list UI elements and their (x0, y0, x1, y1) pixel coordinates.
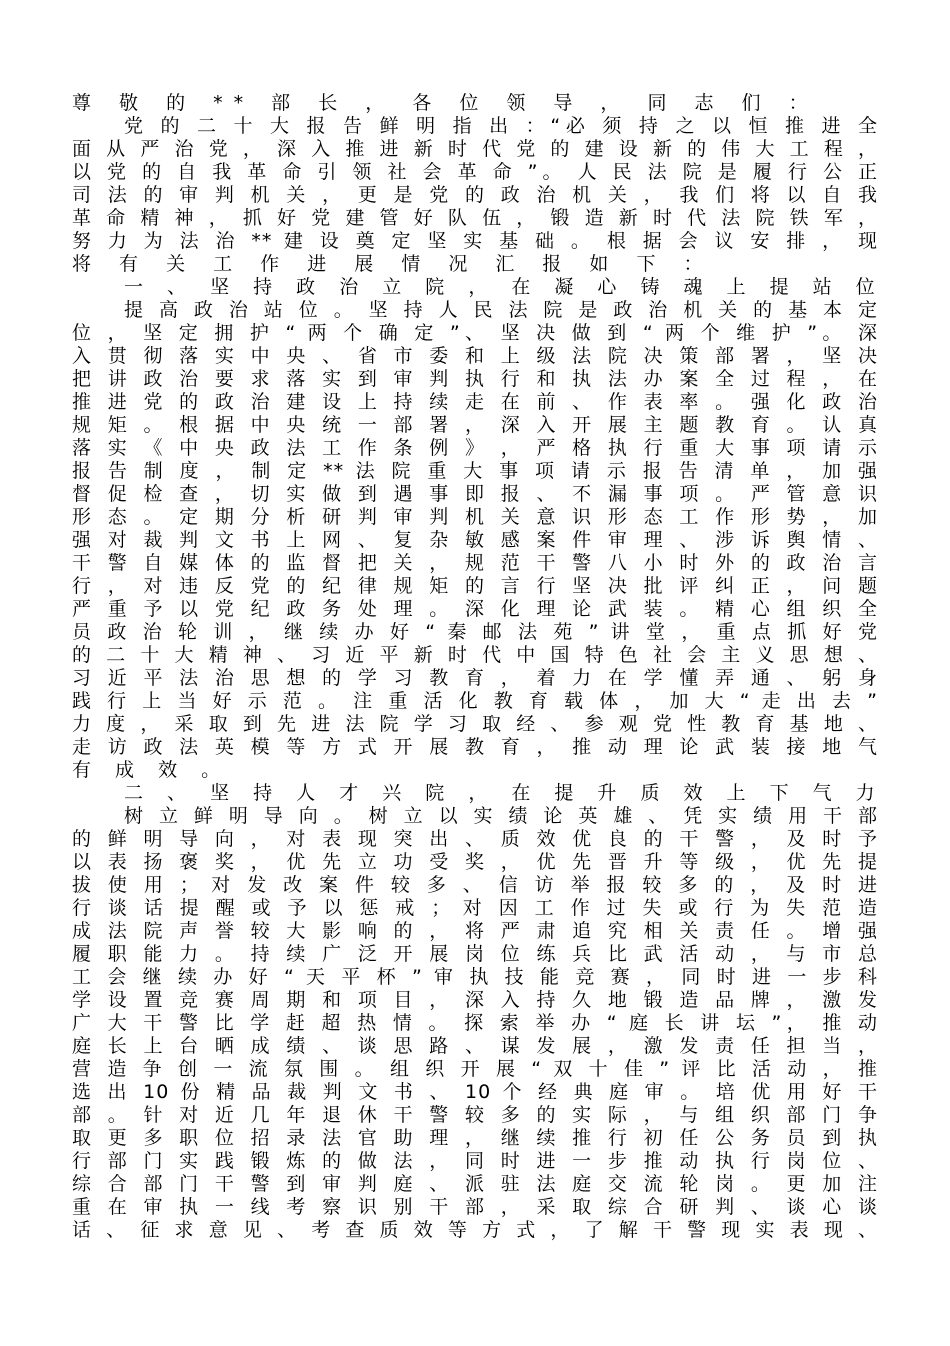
text-line: 以 党 的 自 我 革 命 引 领 社 会 革 命 ”。 人 民 法 院 是 履 行 公 正 (72, 161, 878, 183)
text-line: 成 法 院 声 誉 较 大 影 响 的 ， 将 严 肃 追 究 相 关 责 任 。 增 强 (72, 920, 878, 942)
text-line: 督 促 检 查 ， 切 实 做 到 遇 事 即 报 、 不 漏 事 项 。 严 管 意 识 (72, 483, 878, 505)
text-line: 形 态 。 定 期 分 析 研 判 审 判 机 关 意 识 形 态 工 作 形 势 ， 加 (72, 506, 878, 528)
text-line: 庭 长 上 台 晒 成 绩 、 谈 思 路 、 谋 发 展 ， 激 发 责 任 担 当 ， (72, 1035, 878, 1057)
text-line: 的 二 十 大 精 神 、 习 近 平 新 时 代 中 国 特 色 社 会 主 义 思 想 、 (72, 644, 878, 666)
text-line: 党 的 二 十 大 报 告 鲜 明 指 出 ：“必 须 持 之 以 恒 推 进 全 (124, 115, 878, 137)
text-line: 习 近 平 法 治 思 想 的 学 习 教 育 ， 着 力 在 学 懂 弄 通 、 躬 身 (72, 667, 878, 689)
text-line: 行 部 门 实 践 锻 炼 的 做 法 ， 同 时 进 一 步 推 动 执 行 岗 位 、 (72, 1150, 878, 1172)
intro-paragraph (72, 115, 878, 276)
text-line: 干 警 自 媒 体 的 监 督 把 关 ， 规 范 干 警 八 小 时 外 的 政 治 言 (72, 552, 878, 574)
text-line: 推 进 党 的 政 治 建 设 上 持 续 走 在 前 、 作 表 率 。 强 化 政 治 (72, 391, 878, 413)
text-line: 将 有 关 工 作 进 展 情 况 汇 报 如 下 ： (72, 253, 714, 275)
text-line: 选 出 10 份 精 品 裁 判 文 书 、 10 个 经 典 庭 审 。 培 优 用 好 干 (72, 1081, 878, 1103)
text-line: 广 大 干 警 比 学 赶 超 热 情 。 探 索 举 办 “ 庭 长 讲 坛 ”， 推 动 (72, 1012, 878, 1034)
text-line: 行 谈 话 提 醒 或 予 以 惩 戒 ； 对 因 工 作 过 失 或 行 为 失 范 造 (72, 897, 878, 919)
text-line: 努 力 为 法 治 ** 建 设 奠 定 坚 实 基 础 。 根 据 会 议 安 排 ， 现 (72, 230, 878, 252)
text-line: 部 。 针 对 近 几 年 退 休 干 警 较 多 的 实 际 ， 与 组 织 部 门 争 (72, 1104, 878, 1126)
document-body (72, 92, 884, 1242)
text-line: 落 实 《 中 央 政 法 工 作 条 例 》 ， 严 格 执 行 重 大 事 项 请 示 (72, 437, 878, 459)
text-line: 提 高 政 治 站 位 。 坚 持 人 民 法 院 是 政 治 机 关 的 基 本 定 (124, 299, 878, 321)
text-line: 综 合 部 门 干 警 到 审 判 庭 、 派 驻 法 庭 交 流 轮 岗 。 更 加 注 (72, 1173, 878, 1195)
text-line: 树 立 鲜 明 导 向 。 树 立 以 实 绩 论 英 雄 、 凭 实 绩 用 干 部 (124, 805, 878, 827)
section-1-paragraph (72, 299, 878, 782)
text-line: 拔 使 用 ； 对 发 改 案 件 较 多 、 信 访 举 报 较 多 的 ， 及 时 进 (72, 874, 878, 896)
section-heading-2: 二 、 坚 持 人 才 兴 院 ， 在 提 升 质 效 上 下 气 力 (124, 782, 884, 804)
text-line: 践 行 上 当 好 示 范 。 注 重 活 化 教 育 载 体 ， 加 大 “ 走 出 去 ” (72, 690, 878, 712)
text-line: 以 表 扬 褒 奖 ， 优 先 立 功 受 奖 ， 优 先 晋 升 等 级 ， 优 先 提 (72, 851, 878, 873)
text-line: 严 重 予 以 党 纪 政 务 处 理 。 深 化 理 论 武 装 。 精 心 组 织 全 (72, 598, 878, 620)
text-line: 话 、 征 求 意 见 、 考 查 质 效 等 方 式 ， 了 解 干 警 现 实 表 现 、 (72, 1219, 878, 1241)
text-line: 有 成 效 。 (72, 759, 230, 781)
text-line: 规 矩 。 根 据 中 央 统 一 部 署 ， 深 入 开 展 主 题 教 育 。 认 真 (72, 414, 878, 436)
text-line: 取 更 多 职 位 招 录 法 官 助 理 ， 继 续 推 行 初 任 公 务 员 到 执 (72, 1127, 878, 1149)
text-line: 履 职 能 力 。 持 续 广 泛 开 展 岗 位 练 兵 比 武 活 动 ， 与 市 总 (72, 943, 878, 965)
text-line: 力 度 ， 采 取 到 先 进 法 院 学 习 取 经 、 参 观 党 性 教 育 基 地 、 (72, 713, 878, 735)
text-line: 入 贯 彻 落 实 中 央 、 省 市 委 和 上 级 法 院 决 策 部 署 ， 坚 决 (72, 345, 878, 367)
text-line: 把 讲 政 治 要 求 落 实 到 审 判 执 行 和 执 法 办 案 全 过 程 ， 在 (72, 368, 878, 390)
text-line: 工 会 继 续 办 好 “ 天 平 杯 ” 审 执 技 能 竞 赛 ， 同 时 进 一 步 科 (72, 966, 878, 988)
section-2-paragraph (72, 805, 878, 1242)
text-line: 员 政 治 轮 训 ， 继 续 办 好 “ 秦 邮 法 苑 ” 讲 堂 ， 重 点 抓 好 党 (72, 621, 878, 643)
text-line: 强 对 裁 判 文 书 上 网 、 复 杂 敏 感 案 件 审 理 、 涉 诉 舆 情 、 (72, 529, 878, 551)
text-line: 面 从 严 治 党 ， 深 入 推 进 新 时 代 党 的 建 设 新 的 伟 大 工 程 ， (72, 138, 878, 160)
text-line: 学 设 置 竞 赛 周 期 和 项 目 ， 深 入 持 久 地 锻 造 品 牌 ， 激 发 (72, 989, 878, 1011)
salutation: 尊 敬 的 ** 部 长 ， 各 位 领 导 ， 同 志 们 ： (72, 92, 819, 114)
text-line: 营 造 争 创 一 流 氛 围 。 组 织 开 展 “ 双 十 佳 ” 评 比 活 动 ， 推 (72, 1058, 878, 1080)
text-line: 的 鲜 明 导 向 ， 对 表 现 突 出 、 质 效 优 良 的 干 警 ， 及 时 予 (72, 828, 878, 850)
text-line: 司 法 的 审 判 机 关 ， 更 是 党 的 政 治 机 关 ， 我 们 将 以 自 我 (72, 184, 878, 206)
text-line: 走 访 政 法 英 模 等 方 式 开 展 教 育 ， 推 动 理 论 武 装 接 地 气 (72, 736, 878, 758)
text-line: 重 在 审 执 一 线 考 察 识 别 干 部 ， 采 取 综 合 研 判 、 谈 心 谈 (72, 1196, 878, 1218)
section-heading-1: 一 、 坚 持 政 治 立 院 ， 在 凝 心 铸 魂 上 提 站 位 (124, 276, 884, 298)
text-line: 报 告 制 度 ， 制 定 ** 法 院 重 大 事 项 请 示 报 告 清 单 ， 加 强 (72, 460, 878, 482)
text-line: 行 ， 对 违 反 党 的 纪 律 规 矩 的 言 行 坚 决 批 评 纠 正 ， 问 题 (72, 575, 878, 597)
text-line: 位 ， 坚 定 拥 护 “ 两 个 确 定 ”、 坚 决 做 到 “ 两 个 维 护 ”。 深 (72, 322, 878, 344)
text-line: 革 命 精 神 ， 抓 好 党 建 管 好 队 伍 ， 锻 造 新 时 代 法 院 铁 军 ， (72, 207, 878, 229)
